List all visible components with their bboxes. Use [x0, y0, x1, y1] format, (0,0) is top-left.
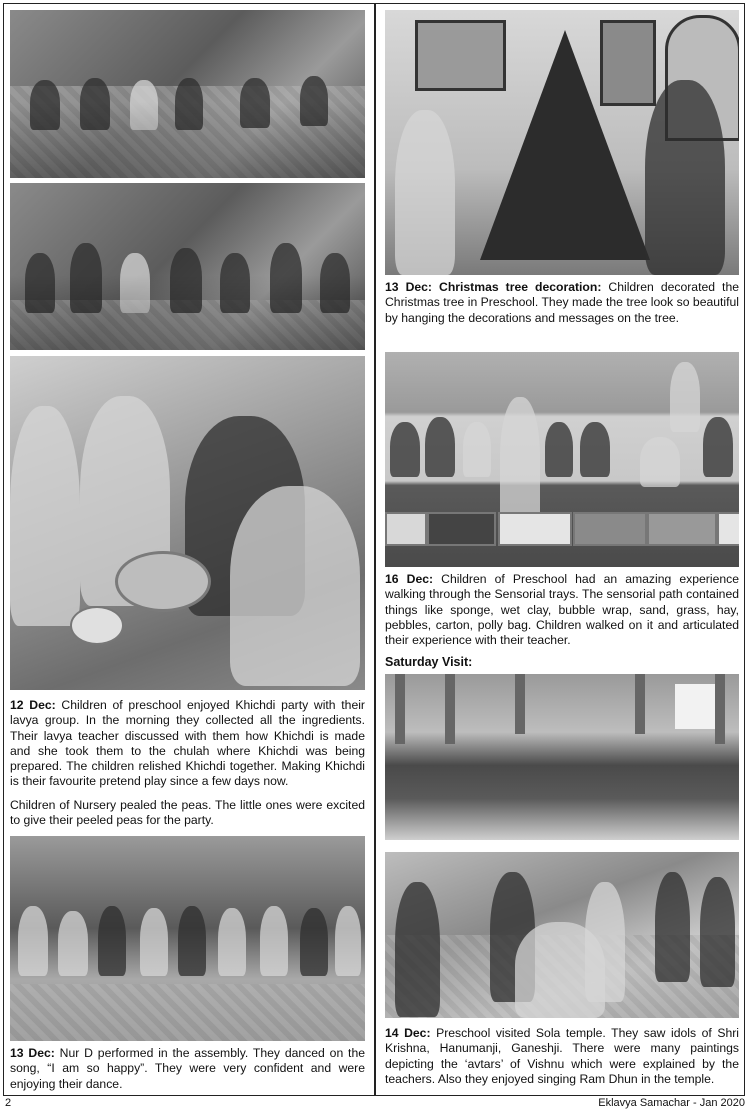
column-divider — [374, 3, 376, 1096]
photo-temple-hall — [385, 674, 739, 840]
photo-nursery-assembly-dance — [10, 836, 365, 1041]
caption-christmas-tree — [385, 280, 739, 326]
caption-khichdi-text: Children of preschool enjoyed Khichdi party with their lavya group. In the morning they collected all the ingredients. Their lavya teacher discussed with them how Khichdi is made and she took them to the chulah where Khichdi was being prepared. The children relished Khichdi together. Making Khichdi is their favourite pretend play since a few days now. — [10, 698, 365, 789]
photo-sensorial-trays — [385, 352, 739, 567]
caption-assembly-text: Nur D performed in the assembly. They danced on the song, “I am so happy”. They were very confident and were enjoying their dance. — [10, 1046, 366, 1091]
page-number: 2 — [5, 1097, 12, 1109]
caption-khichdi-party — [10, 698, 365, 790]
caption-assembly-date: 13 Dec: — [10, 1046, 55, 1060]
publication-footer: Eklavya Samachar - Jan 2020 — [598, 1097, 745, 1109]
photo-christmas-tree-decoration — [385, 10, 739, 275]
caption-nursery-peas — [10, 798, 365, 829]
caption-christmas-date: 13 Dec: Christmas tree decoration: — [385, 280, 602, 294]
saturday-visit-heading: Saturday Visit: — [385, 655, 473, 669]
photo-children-peeling-peas — [10, 356, 365, 690]
caption-assembly — [10, 1046, 365, 1092]
caption-sensorial-text: Children of Preschool had an amazing experience walking through the Sensorial trays. The sensorial path contained things like sponge, wet clay, bubble wrap, sand, grass, hay, pebbles, carton, polly bag. Children walked on it and articulated their experience with their teacher. — [385, 572, 739, 648]
caption-christmas-text: Children decorated the Christmas tree in Preschool. They made the tree look so beautiful by hanging the decorations and messages on the tree. — [385, 280, 739, 325]
caption-sensorial — [385, 572, 739, 648]
caption-sensorial-date: 16 Dec: — [385, 572, 434, 586]
caption-nursery-text: Children of Nursery pealed the peas. The little ones were excited to give their peeled peas for the party. — [10, 798, 365, 828]
caption-khichdi-date: 12 Dec: — [10, 698, 56, 712]
photo-temple-children — [385, 852, 739, 1018]
caption-sola-temple — [385, 1026, 739, 1087]
photo-children-eating-khichdi — [10, 183, 365, 350]
photo-children-seated-outdoors — [10, 10, 365, 178]
caption-temple-text: Preschool visited Sola temple. They saw idols of Shri Krishna, Hanumanji, Ganeshji. There were many paintings depicting the ‘avtars’ of Vishnu which were explained by the teachers. Also they enjoyed singing Ram Dhun in the temple. — [385, 1026, 740, 1086]
caption-temple-date: 14 Dec: — [385, 1026, 431, 1040]
